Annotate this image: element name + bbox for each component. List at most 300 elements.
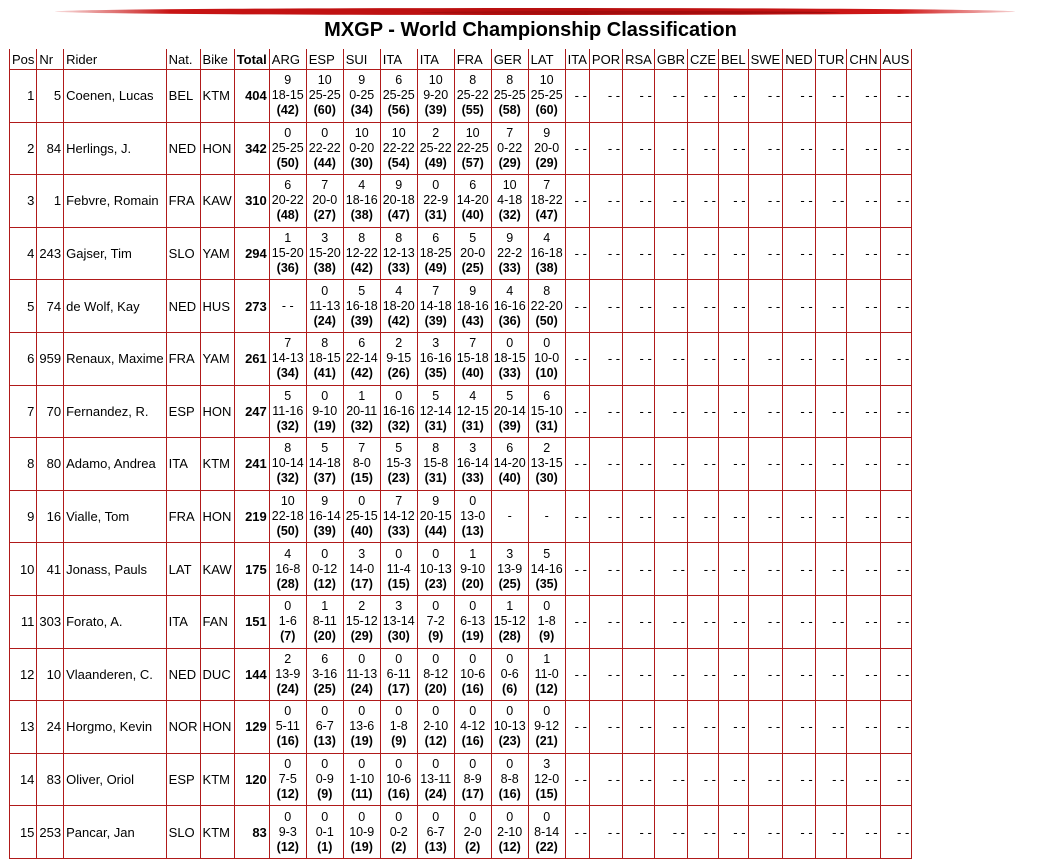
header-round[interactable]: FRA xyxy=(454,49,491,70)
round-result-cell xyxy=(491,332,528,385)
round-points: (34) xyxy=(350,103,373,118)
rider-bike: FAN xyxy=(200,595,234,648)
header-round[interactable]: BEL xyxy=(719,49,749,70)
rider-position: 4 xyxy=(10,227,37,280)
rider-nationality: BEL xyxy=(166,70,200,123)
round-empty-cell: - - xyxy=(719,543,749,596)
heat-points: 12-14 xyxy=(419,403,452,418)
round-empty-cell: - - xyxy=(719,280,749,333)
round-empty-cell: - - xyxy=(719,332,749,385)
heat-points: 15-12 xyxy=(493,614,526,629)
rider-nationality: ESP xyxy=(166,385,200,438)
round-empty-cell: - - xyxy=(688,648,719,701)
heat-points: 12-22 xyxy=(345,246,378,261)
round-bonus: 10 xyxy=(354,125,369,140)
round-bonus: 6 xyxy=(395,73,403,88)
round-empty-cell: - - xyxy=(623,227,655,280)
heat-points: 9-10 xyxy=(460,561,486,576)
round-result-cell xyxy=(491,595,528,648)
round-points: (13) xyxy=(424,839,447,854)
round-empty-cell: - - xyxy=(688,806,719,859)
round-bonus: 0 xyxy=(358,494,366,509)
header-round[interactable]: GBR xyxy=(654,49,687,70)
heat-points: 9-12 xyxy=(534,719,560,734)
round-result-cell xyxy=(343,385,380,438)
heat-points: 1-8 xyxy=(389,719,408,734)
round-bonus: 10 xyxy=(539,73,554,88)
heat-points: 22-2 xyxy=(497,246,523,261)
round-empty-cell: - - xyxy=(719,701,749,754)
rider-number: 70 xyxy=(37,385,64,438)
page-title: MXGP - World Championship Classification xyxy=(324,19,737,41)
round-bonus: 9 xyxy=(432,494,440,509)
round-result-cell xyxy=(417,385,454,438)
round-bonus: 9 xyxy=(395,178,403,193)
round-empty-cell: - - xyxy=(880,385,912,438)
round-points: (19) xyxy=(350,839,373,854)
round-points: (32) xyxy=(387,418,410,433)
heat-points: 14-16 xyxy=(530,561,563,576)
rider-bike: HON xyxy=(200,701,234,754)
round-empty-cell: - - xyxy=(589,70,622,123)
heat-points: 16-8 xyxy=(275,561,301,576)
round-result-cell xyxy=(343,280,380,333)
round-empty-cell: - - xyxy=(783,595,815,648)
round-points: (30) xyxy=(350,155,373,170)
round-result-cell xyxy=(269,648,306,701)
round-bonus: 9 xyxy=(506,231,514,246)
round-empty-cell: - - xyxy=(783,648,815,701)
heat-points: 25-25 xyxy=(382,88,415,103)
rider-position: 9 xyxy=(10,490,37,543)
round-result-cell xyxy=(343,543,380,596)
rider-total-points: 261 xyxy=(234,332,269,385)
round-result-cell xyxy=(306,543,343,596)
round-empty-cell: - - xyxy=(847,332,880,385)
round-bonus: 10 xyxy=(391,125,406,140)
round-points: (12) xyxy=(535,681,558,696)
round-result-cell xyxy=(380,70,417,123)
rider-number: 83 xyxy=(37,753,64,806)
header-round[interactable]: GER xyxy=(491,49,528,70)
round-result-cell xyxy=(306,701,343,754)
round-bonus: 0 xyxy=(284,809,292,824)
round-points: (31) xyxy=(424,208,447,223)
rider-name[interactable]: Forato, A. xyxy=(64,595,167,648)
round-empty-cell: - - xyxy=(688,438,719,491)
rider-bike: KTM xyxy=(200,753,234,806)
round-points: (36) xyxy=(276,261,299,276)
round-points: (20) xyxy=(461,576,484,591)
rider-name[interactable]: Jonass, Pauls xyxy=(64,543,167,596)
round-result-cell xyxy=(306,122,343,175)
rider-name[interactable]: Pancar, Jan xyxy=(64,806,167,859)
round-points: (38) xyxy=(535,261,558,276)
round-empty-cell: - - xyxy=(748,595,783,648)
round-empty-cell: - - xyxy=(719,806,749,859)
rider-number: 5 xyxy=(37,70,64,123)
round-empty-cell: - - xyxy=(880,122,912,175)
rider-total-points: 273 xyxy=(234,280,269,333)
round-bonus: 0 xyxy=(543,336,551,351)
round-points: (28) xyxy=(498,629,521,644)
heat-points: 8-9 xyxy=(463,772,482,787)
heat-points: 20-18 xyxy=(382,193,415,208)
round-bonus: 0 xyxy=(543,809,551,824)
round-result-cell xyxy=(269,385,306,438)
round-bonus: 4 xyxy=(469,388,477,403)
heat-points: 13-11 xyxy=(420,772,452,787)
round-bonus: 0 xyxy=(321,704,329,719)
rider-name[interactable]: Febvre, Romain xyxy=(64,175,167,228)
round-bonus: 0 xyxy=(432,651,440,666)
round-result-cell xyxy=(417,648,454,701)
round-empty-cell: - - xyxy=(565,122,589,175)
round-empty-cell: - - xyxy=(815,753,847,806)
round-result-cell xyxy=(528,175,565,228)
heat-points: 11-4 xyxy=(386,561,411,576)
heat-points: 9-20 xyxy=(423,88,449,103)
heat-points: 18-15 xyxy=(271,88,304,103)
round-points: (16) xyxy=(498,787,521,802)
round-empty-cell: - - xyxy=(565,543,589,596)
header-round[interactable]: ARG xyxy=(269,49,306,70)
round-empty-cell: - - xyxy=(589,332,622,385)
round-result-cell xyxy=(528,280,565,333)
round-empty-cell: - - xyxy=(748,175,783,228)
round-empty-cell: - - xyxy=(847,438,880,491)
rider-bike: KTM xyxy=(200,806,234,859)
rider-name[interactable]: Oliver, Oriol xyxy=(64,753,167,806)
rider-position: 6 xyxy=(10,332,37,385)
heat-points: 6-11 xyxy=(386,666,411,681)
round-result-cell xyxy=(343,490,380,543)
brush-stroke-decoration xyxy=(420,11,840,14)
round-bonus: 8 xyxy=(395,231,403,246)
header-round[interactable]: RSA xyxy=(623,49,655,70)
heat-points: 15-20 xyxy=(308,246,341,261)
heat-points: 13-0 xyxy=(460,509,486,524)
table-row xyxy=(10,227,912,280)
header-round[interactable]: ITA xyxy=(565,49,589,70)
round-empty-cell: - - xyxy=(719,753,749,806)
rider-name[interactable]: Gajser, Tim xyxy=(64,227,167,280)
round-bonus: 0 xyxy=(506,704,514,719)
round-bonus: 0 xyxy=(432,757,440,772)
round-empty-cell: - - xyxy=(623,175,655,228)
header-rider[interactable]: Rider xyxy=(64,49,167,70)
header-round[interactable]: ITA xyxy=(380,49,417,70)
rider-name[interactable]: Renaux, Maxime xyxy=(64,332,167,385)
heat-points: 2-0 xyxy=(463,824,482,839)
rider-bike: KAW xyxy=(200,175,234,228)
header-bike[interactable]: Bike xyxy=(200,49,234,70)
round-empty-cell: - - xyxy=(565,70,589,123)
round-result-cell xyxy=(380,385,417,438)
round-points: (12) xyxy=(276,839,299,854)
round-points: (23) xyxy=(424,576,447,591)
rider-total-points: 144 xyxy=(234,648,269,701)
rider-name[interactable]: de Wolf, Kay xyxy=(64,280,167,333)
table-row xyxy=(10,543,912,596)
round-empty-cell: - - xyxy=(565,753,589,806)
round-result-cell xyxy=(454,595,491,648)
round-empty-cell: - - xyxy=(623,280,655,333)
rider-number: 243 xyxy=(37,227,64,280)
round-empty-cell: - - xyxy=(623,438,655,491)
round-points: (42) xyxy=(350,366,373,381)
round-result-cell xyxy=(491,122,528,175)
rider-name[interactable]: Vialle, Tom xyxy=(64,490,167,543)
heat-points: 8-14 xyxy=(534,824,560,839)
round-points: (33) xyxy=(498,366,521,381)
header-round[interactable]: CZE xyxy=(688,49,719,70)
round-empty-cell: - - xyxy=(623,490,655,543)
round-points: (42) xyxy=(387,313,410,328)
round-empty-cell: - - xyxy=(880,227,912,280)
round-points: (39) xyxy=(313,524,336,539)
heat-points: 25-25 xyxy=(530,88,563,103)
table-row xyxy=(10,122,912,175)
round-result-cell xyxy=(454,385,491,438)
header-round[interactable]: SWE xyxy=(748,49,783,70)
header-round[interactable]: LAT xyxy=(528,49,565,70)
round-result-cell xyxy=(528,385,565,438)
heat-points: 22-25 xyxy=(456,140,489,155)
round-result-cell xyxy=(528,122,565,175)
round-result-cell xyxy=(491,701,528,754)
heat-points: 22-22 xyxy=(382,140,415,155)
rider-total-points: 83 xyxy=(234,806,269,859)
round-bonus: 3 xyxy=(395,599,403,614)
round-points: (50) xyxy=(276,155,299,170)
rider-position: 1 xyxy=(10,70,37,123)
round-bonus: 10 xyxy=(280,494,295,509)
round-result-cell xyxy=(269,543,306,596)
round-bonus: 7 xyxy=(321,178,329,193)
round-points: (58) xyxy=(498,103,521,118)
round-result-cell xyxy=(343,70,380,123)
round-points: (55) xyxy=(461,103,484,118)
header-round[interactable]: CHN xyxy=(847,49,880,70)
round-result-cell xyxy=(306,438,343,491)
round-empty-cell: - - xyxy=(783,227,815,280)
table-row xyxy=(10,648,912,701)
header-round[interactable]: ITA xyxy=(417,49,454,70)
round-result-cell xyxy=(417,70,454,123)
round-empty-cell: - - xyxy=(719,490,749,543)
round-empty-cell: - - xyxy=(565,701,589,754)
round-bonus: 5 xyxy=(395,441,403,456)
round-empty-cell: - - xyxy=(880,280,912,333)
heat-points: 25-25 xyxy=(493,88,526,103)
header-round[interactable]: AUS xyxy=(880,49,912,70)
round-result-cell xyxy=(380,227,417,280)
heat-points: 18-16 xyxy=(345,193,378,208)
round-empty-cell: - - xyxy=(748,122,783,175)
round-bonus: 0 xyxy=(469,494,477,509)
round-points: (32) xyxy=(276,418,299,433)
round-empty-cell: - - xyxy=(880,438,912,491)
round-points: (47) xyxy=(387,208,410,223)
round-bonus: 0 xyxy=(321,757,329,772)
rider-name[interactable]: Fernandez, R. xyxy=(64,385,167,438)
round-empty-cell: - - xyxy=(783,175,815,228)
heat-points: 9-3 xyxy=(278,824,297,839)
rider-name[interactable]: Coenen, Lucas xyxy=(64,70,167,123)
round-empty-cell: - - xyxy=(623,122,655,175)
round-empty-cell: - - xyxy=(654,385,687,438)
round-result-cell xyxy=(528,543,565,596)
round-bonus: 8 xyxy=(469,73,477,88)
round-points: (33) xyxy=(387,261,410,276)
header-round[interactable]: POR xyxy=(589,49,622,70)
round-bonus: 5 xyxy=(284,388,292,403)
round-points: (29) xyxy=(350,629,373,644)
round-points: (24) xyxy=(313,313,336,328)
header-total[interactable]: Total xyxy=(234,49,269,70)
round-empty-cell: - - xyxy=(623,543,655,596)
rider-name[interactable]: Vlaanderen, C. xyxy=(64,648,167,701)
table-body xyxy=(10,70,912,859)
round-result-cell xyxy=(343,806,380,859)
round-bonus: 10 xyxy=(502,178,517,193)
round-empty-cell: - - xyxy=(748,648,783,701)
round-empty-cell: - - xyxy=(815,280,847,333)
round-points: (13) xyxy=(461,524,484,539)
header-round[interactable]: ESP xyxy=(306,49,343,70)
round-result-cell xyxy=(269,595,306,648)
table-row xyxy=(10,438,912,491)
round-empty-cell: - - xyxy=(654,175,687,228)
table-row xyxy=(10,70,912,123)
rider-name[interactable]: Adamo, Andrea xyxy=(64,438,167,491)
round-result-cell xyxy=(380,438,417,491)
round-result-cell xyxy=(306,490,343,543)
round-result-cell xyxy=(454,122,491,175)
rider-nationality: FRA xyxy=(166,332,200,385)
heat-points: 16-16 xyxy=(419,351,452,366)
round-empty-cell: - - xyxy=(748,227,783,280)
round-empty-cell: - - xyxy=(654,595,687,648)
header-pos[interactable]: Pos xyxy=(10,49,37,70)
round-bonus: 0 xyxy=(284,704,292,719)
heat-points: 10-0 xyxy=(534,351,560,366)
round-result-cell xyxy=(454,70,491,123)
heat-points: 13-6 xyxy=(349,719,375,734)
header-round[interactable]: TUR xyxy=(815,49,847,70)
header-nr[interactable]: Nr xyxy=(37,49,64,70)
round-result-cell xyxy=(417,332,454,385)
round-points: (30) xyxy=(535,471,558,486)
round-empty-cell: - - xyxy=(748,543,783,596)
round-result-cell xyxy=(380,175,417,228)
heat-points: 15-18 xyxy=(456,351,489,366)
round-points: (2) xyxy=(391,839,407,854)
round-points: (49) xyxy=(424,155,447,170)
round-points: (41) xyxy=(313,366,336,381)
header-round[interactable]: SUI xyxy=(343,49,380,70)
round-empty-cell: - - xyxy=(589,490,622,543)
round-result-cell xyxy=(306,806,343,859)
round-result-cell xyxy=(454,332,491,385)
heat-points: 0-1 xyxy=(315,824,334,839)
round-bonus: 0 xyxy=(358,651,366,666)
round-result-cell xyxy=(491,543,528,596)
round-empty-cell: - - xyxy=(880,332,912,385)
header-nat[interactable]: Nat. xyxy=(166,49,200,70)
round-bonus: 6 xyxy=(432,231,440,246)
heat-points: 25-25 xyxy=(308,88,341,103)
round-points: (48) xyxy=(276,208,299,223)
rider-total-points: 404 xyxy=(234,70,269,123)
rider-name[interactable]: Herlings, J. xyxy=(64,122,167,175)
rider-bike: HUS xyxy=(200,280,234,333)
round-empty-cell: - - xyxy=(815,438,847,491)
round-points: (25) xyxy=(461,261,484,276)
round-result-cell xyxy=(528,438,565,491)
rider-name[interactable]: Horgmo, Kevin xyxy=(64,701,167,754)
round-result-cell xyxy=(343,701,380,754)
round-empty-cell: - - xyxy=(880,175,912,228)
round-result-cell xyxy=(306,385,343,438)
round-result-cell xyxy=(528,806,565,859)
rider-position: 15 xyxy=(10,806,37,859)
round-result-cell xyxy=(306,175,343,228)
round-points: (11) xyxy=(350,787,373,802)
round-result-cell xyxy=(380,806,417,859)
round-empty-cell: - - xyxy=(654,490,687,543)
round-bonus: 0 xyxy=(432,546,440,561)
heat-points: 8-12 xyxy=(423,666,449,681)
round-points: (28) xyxy=(276,576,299,591)
rider-bike: KAW xyxy=(200,543,234,596)
round-bonus: 0 xyxy=(321,283,329,298)
round-result-cell xyxy=(491,227,528,280)
round-bonus: 2 xyxy=(358,599,366,614)
round-empty-cell: - - xyxy=(847,70,880,123)
round-bonus: 4 xyxy=(358,178,366,193)
heat-points: 10-9 xyxy=(349,824,375,839)
round-points: (24) xyxy=(424,787,447,802)
heat-points: 18-15 xyxy=(308,351,341,366)
round-empty-cell: - - xyxy=(815,490,847,543)
round-result-cell xyxy=(380,280,417,333)
header-round[interactable]: NED xyxy=(783,49,815,70)
round-points: (38) xyxy=(313,261,336,276)
heat-points: 14-13 xyxy=(271,351,304,366)
round-points: (16) xyxy=(276,734,299,749)
heat-points: 25-25 xyxy=(271,140,304,155)
round-empty-cell: - - xyxy=(589,701,622,754)
round-bonus: 0 xyxy=(432,599,440,614)
round-points: (25) xyxy=(313,681,336,696)
round-bonus: 8 xyxy=(284,441,292,456)
round-bonus: 9 xyxy=(321,494,329,509)
round-points: (15) xyxy=(350,471,373,486)
table-row xyxy=(10,806,912,859)
round-points: (9) xyxy=(391,734,407,749)
round-bonus: 5 xyxy=(469,231,477,246)
round-points: (19) xyxy=(313,418,336,433)
rider-nationality: LAT xyxy=(166,543,200,596)
heat-points: 22-20 xyxy=(530,298,563,313)
round-result-cell xyxy=(491,806,528,859)
round-bonus: 9 xyxy=(284,73,292,88)
round-empty-cell: - - xyxy=(654,806,687,859)
table-row xyxy=(10,753,912,806)
round-empty-cell: - - xyxy=(847,280,880,333)
